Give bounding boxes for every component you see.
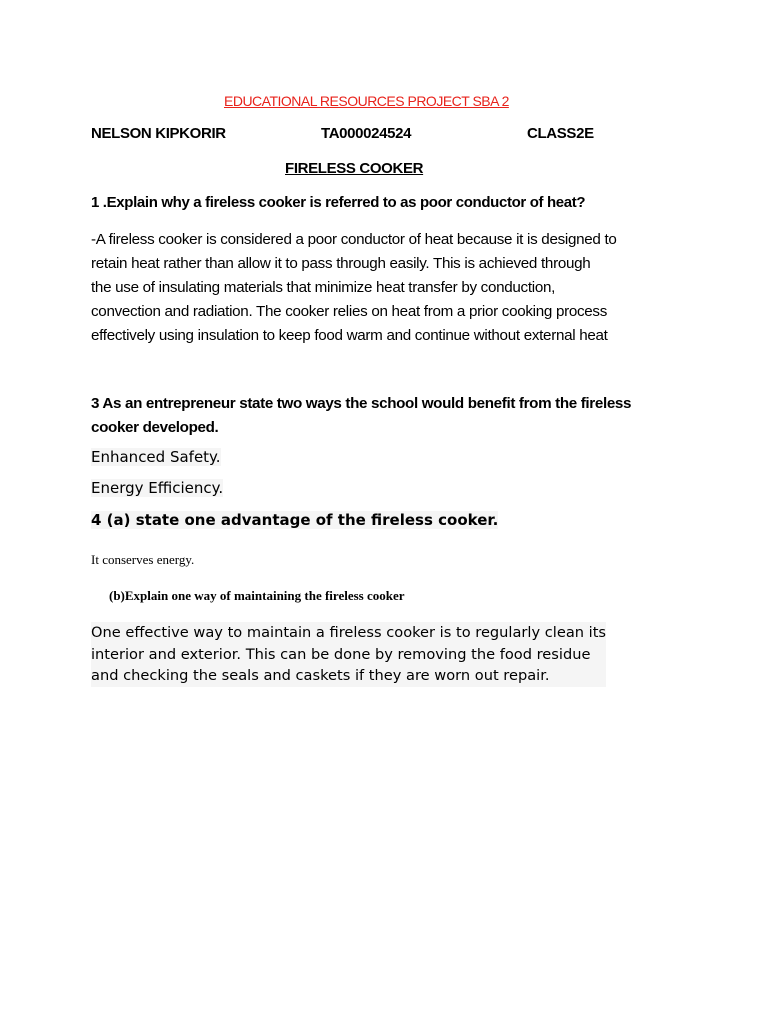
answer-1-line: effectively using insulation to keep food warm and continue without external heat bbox=[91, 327, 608, 344]
answer-1-line: the use of insulating materials that minimize heat transfer by conduction, bbox=[91, 279, 556, 296]
class-label: CLASS2E bbox=[527, 125, 594, 142]
document-title: EDUCATIONAL RESOURCES PROJECT SBA 2 bbox=[224, 93, 509, 109]
question-4b: (b)Explain one way of maintaining the fireless cooker bbox=[109, 588, 405, 603]
question-4a bbox=[91, 511, 498, 529]
answer-1-line: retain heat rather than allow it to pass through easily. This is achieved through bbox=[91, 255, 591, 272]
answer-4b bbox=[91, 622, 606, 687]
answer-1 bbox=[91, 228, 691, 348]
answer-3-item-1-text: Enhanced Safety. bbox=[91, 448, 221, 466]
answer-3-item-2 bbox=[91, 479, 223, 497]
answer-1-line: -A fireless cooker is considered a poor conductor of heat because it is designed to bbox=[91, 231, 617, 248]
answer-1-line: convection and radiation. The cooker relies on heat from a prior cooking process bbox=[91, 303, 608, 320]
answer-4b-line-text: One effective way to maintain a fireless cooker is to regularly clean its bbox=[91, 622, 606, 644]
student-id: TA000024524 bbox=[321, 125, 412, 142]
answer-4b-line bbox=[91, 622, 606, 644]
question-3 bbox=[91, 392, 631, 440]
subject-heading: FIRELESS COOKER bbox=[285, 160, 424, 177]
question-3-line: 3 As an entrepreneur state two ways the school would benefit from the fireless bbox=[91, 395, 632, 412]
question-3-line: cooker developed. bbox=[91, 419, 219, 436]
answer-3-item-1 bbox=[91, 448, 221, 466]
answer-4b-line bbox=[91, 644, 606, 666]
question-1: 1 .Explain why a fireless cooker is referred to as poor conductor of heat? bbox=[91, 194, 586, 211]
answer-4b-line bbox=[91, 665, 606, 687]
answer-4b-line-text: and checking the seals and caskets if they are worn out repair. bbox=[91, 665, 606, 687]
answer-4b-line-text: interior and exterior. This can be done by removing the food residue bbox=[91, 644, 606, 666]
answer-3-item-2-text: Energy Efficiency. bbox=[91, 479, 224, 497]
answer-4a: It conserves energy. bbox=[91, 552, 195, 567]
question-4a-text: 4 (a) state one advantage of the fireless cooker. bbox=[91, 511, 499, 529]
student-name: NELSON KIPKORIR bbox=[91, 125, 226, 142]
